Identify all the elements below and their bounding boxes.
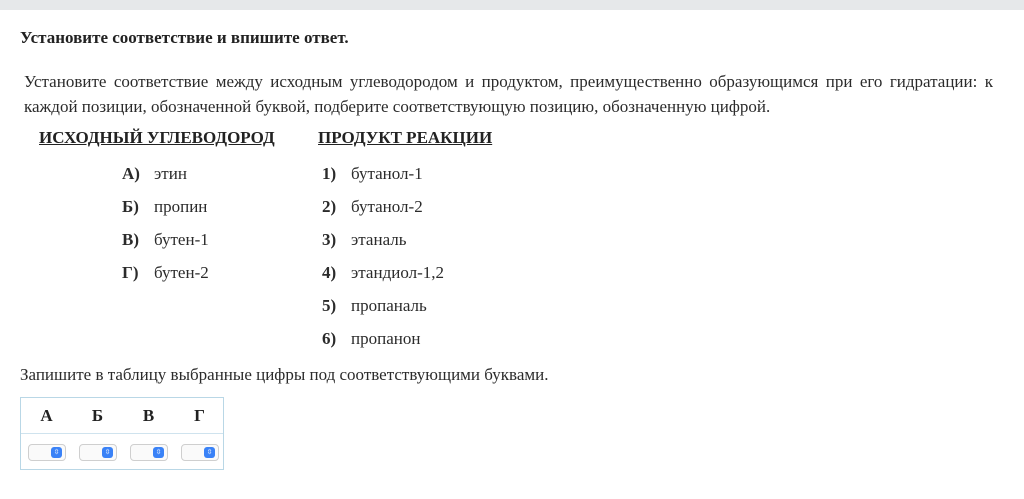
answer-select-v[interactable] — [130, 444, 168, 461]
left-item-key: В) — [122, 230, 139, 249]
right-item-text: пропаналь — [351, 296, 427, 315]
answer-select-g[interactable] — [181, 444, 219, 461]
answer-table-divider — [21, 433, 223, 434]
right-column-title: ПРОДУКТ РЕАКЦИИ — [318, 128, 493, 147]
up-down-chevron-icon: ⇳ — [51, 447, 62, 458]
answer-instruction: Запишите в таблицу выбранные цифры под соответствующими буквами. — [20, 365, 549, 384]
answer-table — [20, 397, 224, 470]
right-item-key: 1) — [322, 164, 337, 183]
up-down-chevron-icon: ⇳ — [153, 447, 164, 458]
left-item-text: бутен-2 — [154, 263, 209, 282]
answer-select-a[interactable] — [28, 444, 66, 461]
right-item-text: бутанол-2 — [351, 197, 423, 216]
right-item-text: пропанон — [351, 329, 421, 348]
right-item-key: 2) — [322, 197, 337, 216]
answer-select-b[interactable] — [79, 444, 117, 461]
left-item-text: бутен-1 — [154, 230, 209, 249]
top-bar — [0, 0, 1024, 10]
task-heading: Установите соответствие и впишите ответ. — [20, 28, 349, 47]
task-paragraph: Установите соответствие между исходным углеводородом и продуктом, преимущественно образующимся при его гидратации: к каждой позиции, обозначенной буквой, подберите соответствующую позицию, обозначенную цифрой. — [24, 72, 993, 116]
right-item-text: этандиол-1,2 — [351, 263, 444, 282]
answer-header-a: А — [40, 406, 53, 425]
right-item-key: 3) — [322, 230, 337, 249]
answer-header-g: Г — [194, 406, 205, 425]
answer-header-v: В — [142, 406, 155, 425]
left-column-title: ИСХОДНЫЙ УГЛЕВОДОРОД — [39, 128, 275, 147]
up-down-chevron-icon: ⇳ — [204, 447, 215, 458]
right-item-key: 5) — [322, 296, 337, 315]
left-item-text: пропин — [154, 197, 208, 216]
left-item-text: этин — [154, 164, 187, 183]
up-down-chevron-icon: ⇳ — [102, 447, 113, 458]
left-item-key: Г) — [122, 263, 139, 282]
right-item-key: 6) — [322, 329, 337, 348]
answer-header-b: Б — [91, 406, 104, 425]
right-item-text: бутанол-1 — [351, 164, 423, 183]
right-item-text: этаналь — [351, 230, 407, 249]
left-item-key: Б) — [122, 197, 139, 216]
left-item-key: А) — [122, 164, 140, 183]
right-item-key: 4) — [322, 263, 337, 282]
